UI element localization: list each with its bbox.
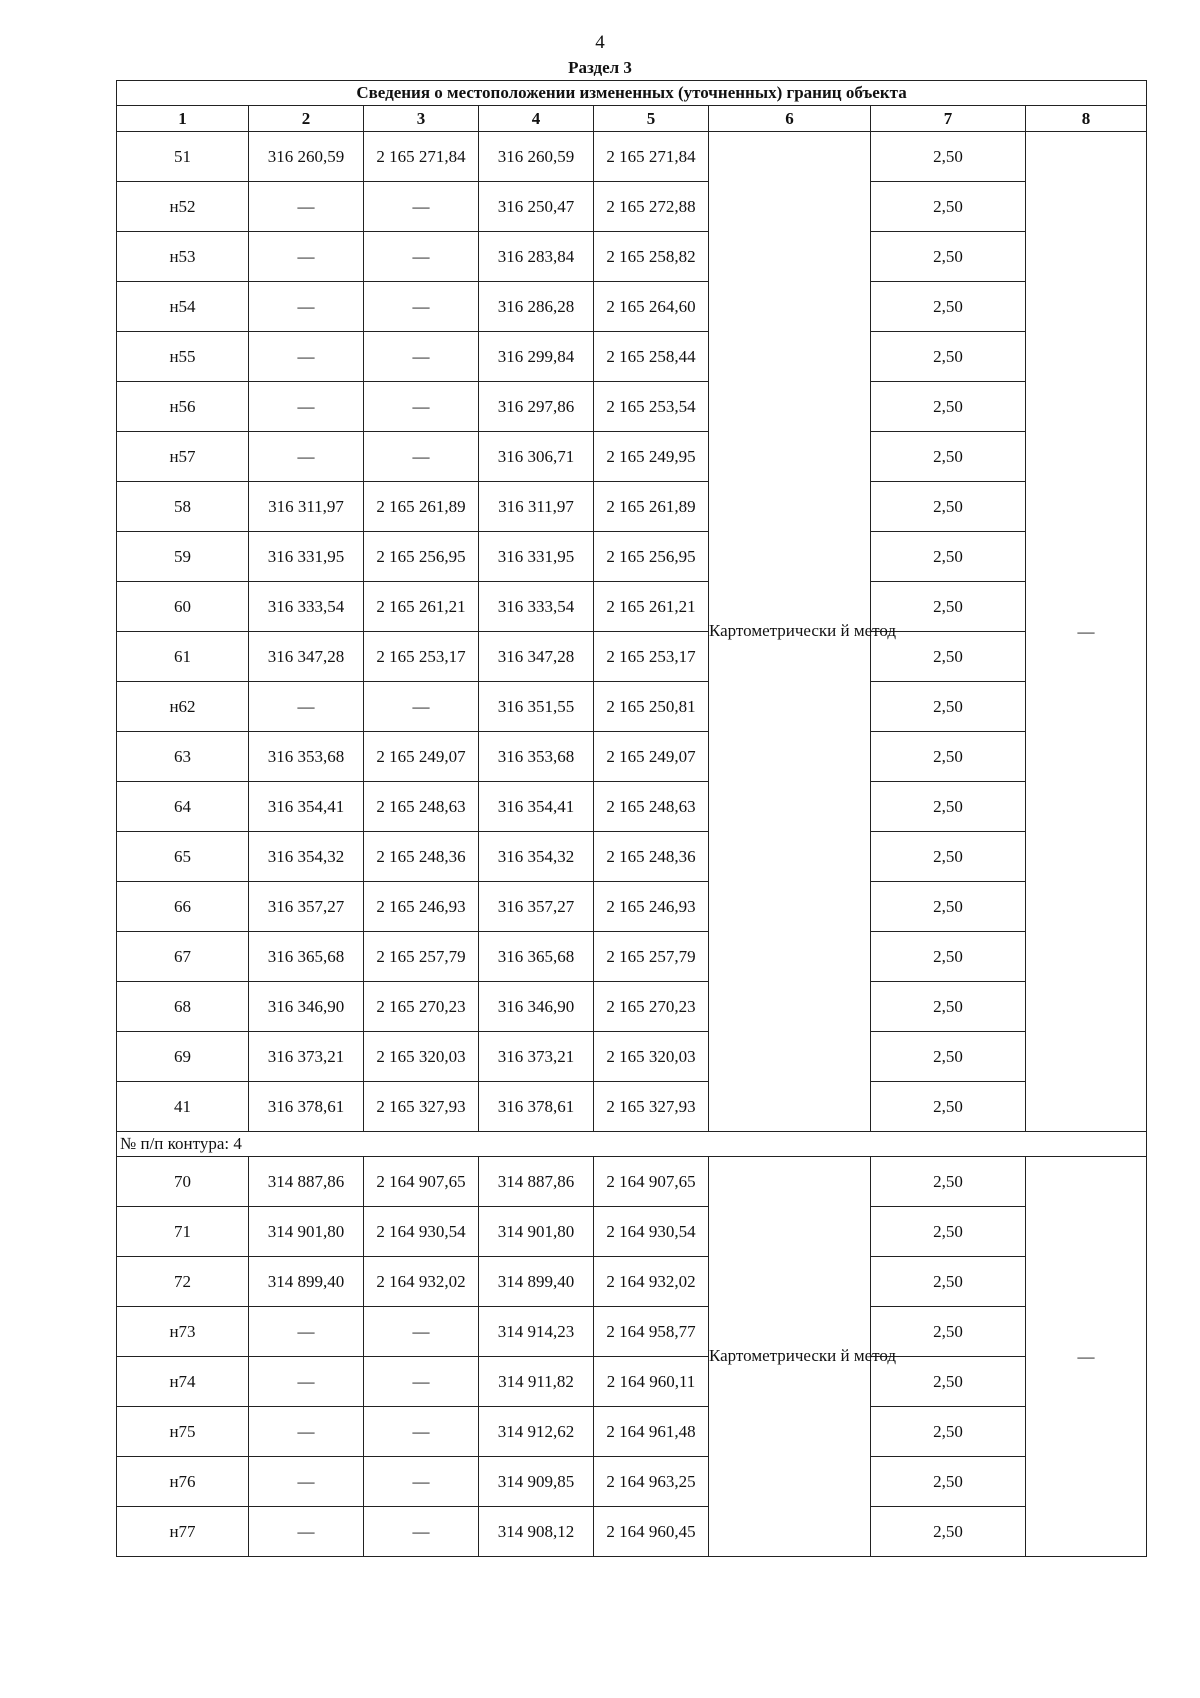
existing-y: — bbox=[364, 1407, 479, 1457]
contour-label: № п/п контура: 4 bbox=[117, 1132, 1147, 1157]
column-number-row bbox=[117, 106, 1147, 132]
accuracy-value: 2,50 bbox=[871, 782, 1026, 832]
accuracy-value: 2,50 bbox=[871, 1407, 1026, 1457]
table-row bbox=[117, 1257, 1147, 1307]
column-8-cell: — bbox=[1026, 1157, 1147, 1557]
new-x: 314 914,23 bbox=[479, 1307, 594, 1357]
accuracy-value: 2,50 bbox=[871, 732, 1026, 782]
point-number: н74 bbox=[117, 1357, 249, 1407]
point-number: 69 bbox=[117, 1032, 249, 1082]
existing-x: — bbox=[249, 182, 364, 232]
new-x: 316 347,28 bbox=[479, 632, 594, 682]
table-row bbox=[117, 1307, 1147, 1357]
column-number: 8 bbox=[1026, 106, 1147, 132]
existing-y: 2 164 932,02 bbox=[364, 1257, 479, 1307]
new-y: 2 165 272,88 bbox=[594, 182, 709, 232]
new-y: 2 165 248,63 bbox=[594, 782, 709, 832]
table-row bbox=[117, 582, 1147, 632]
accuracy-value: 2,50 bbox=[871, 932, 1026, 982]
accuracy-value: 2,50 bbox=[871, 482, 1026, 532]
new-x: 314 911,82 bbox=[479, 1357, 594, 1407]
existing-x: 316 354,41 bbox=[249, 782, 364, 832]
existing-x: — bbox=[249, 1357, 364, 1407]
point-number: н75 bbox=[117, 1407, 249, 1457]
new-y: 2 165 327,93 bbox=[594, 1082, 709, 1132]
accuracy-value: 2,50 bbox=[871, 1257, 1026, 1307]
accuracy-value: 2,50 bbox=[871, 882, 1026, 932]
existing-y: — bbox=[364, 332, 479, 382]
accuracy-value: 2,50 bbox=[871, 632, 1026, 682]
existing-x: 316 353,68 bbox=[249, 732, 364, 782]
existing-x: — bbox=[249, 1457, 364, 1507]
accuracy-value: 2,50 bbox=[871, 182, 1026, 232]
new-y: 2 164 960,11 bbox=[594, 1357, 709, 1407]
point-number: н53 bbox=[117, 232, 249, 282]
point-number: 67 bbox=[117, 932, 249, 982]
new-y: 2 165 249,07 bbox=[594, 732, 709, 782]
point-number: 51 bbox=[117, 132, 249, 182]
existing-x: 316 357,27 bbox=[249, 882, 364, 932]
new-y: 2 165 253,17 bbox=[594, 632, 709, 682]
point-number: 70 bbox=[117, 1157, 249, 1207]
accuracy-value: 2,50 bbox=[871, 432, 1026, 482]
new-y: 2 164 930,54 bbox=[594, 1207, 709, 1257]
new-x: 316 357,27 bbox=[479, 882, 594, 932]
existing-y: 2 165 248,63 bbox=[364, 782, 479, 832]
table-row bbox=[117, 182, 1147, 232]
point-number: 63 bbox=[117, 732, 249, 782]
existing-y: — bbox=[364, 432, 479, 482]
new-x: 316 346,90 bbox=[479, 982, 594, 1032]
existing-y: — bbox=[364, 232, 479, 282]
point-number: 41 bbox=[117, 1082, 249, 1132]
column-number: 5 bbox=[594, 106, 709, 132]
existing-x: 316 373,21 bbox=[249, 1032, 364, 1082]
accuracy-value: 2,50 bbox=[871, 332, 1026, 382]
point-number: н76 bbox=[117, 1457, 249, 1507]
existing-y: — bbox=[364, 682, 479, 732]
accuracy-value: 2,50 bbox=[871, 682, 1026, 732]
existing-y: — bbox=[364, 1457, 479, 1507]
new-x: 316 354,32 bbox=[479, 832, 594, 882]
existing-y: 2 165 257,79 bbox=[364, 932, 479, 982]
new-y: 2 165 249,95 bbox=[594, 432, 709, 482]
accuracy-value: 2,50 bbox=[871, 582, 1026, 632]
new-x: 316 286,28 bbox=[479, 282, 594, 332]
point-number: 66 bbox=[117, 882, 249, 932]
table-row bbox=[117, 1507, 1147, 1557]
existing-y: — bbox=[364, 1307, 479, 1357]
existing-x: 316 331,95 bbox=[249, 532, 364, 582]
new-y: 2 165 270,23 bbox=[594, 982, 709, 1032]
existing-x: 316 260,59 bbox=[249, 132, 364, 182]
new-x: 314 901,80 bbox=[479, 1207, 594, 1257]
table-row bbox=[117, 532, 1147, 582]
new-y: 2 165 250,81 bbox=[594, 682, 709, 732]
boundary-table bbox=[116, 80, 1147, 1557]
new-y: 2 165 248,36 bbox=[594, 832, 709, 882]
point-number: 59 bbox=[117, 532, 249, 582]
table-row bbox=[117, 332, 1147, 382]
existing-x: 316 354,32 bbox=[249, 832, 364, 882]
new-x: 316 297,86 bbox=[479, 382, 594, 432]
table-row bbox=[117, 1032, 1147, 1082]
table-row bbox=[117, 632, 1147, 682]
table-row bbox=[117, 1457, 1147, 1507]
accuracy-value: 2,50 bbox=[871, 382, 1026, 432]
accuracy-value: 2,50 bbox=[871, 1357, 1026, 1407]
existing-y: 2 165 253,17 bbox=[364, 632, 479, 682]
existing-x: 316 378,61 bbox=[249, 1082, 364, 1132]
point-number: н52 bbox=[117, 182, 249, 232]
new-x: 316 283,84 bbox=[479, 232, 594, 282]
point-number: 64 bbox=[117, 782, 249, 832]
existing-y: 2 165 320,03 bbox=[364, 1032, 479, 1082]
accuracy-value: 2,50 bbox=[871, 1157, 1026, 1207]
table-row bbox=[117, 432, 1147, 482]
accuracy-value: 2,50 bbox=[871, 1307, 1026, 1357]
existing-x: 316 333,54 bbox=[249, 582, 364, 632]
new-y: 2 164 932,02 bbox=[594, 1257, 709, 1307]
new-x: 316 354,41 bbox=[479, 782, 594, 832]
existing-x: 316 346,90 bbox=[249, 982, 364, 1032]
existing-x: 314 899,40 bbox=[249, 1257, 364, 1307]
table-caption: Сведения о местоположении измененных (уточненных) границ объекта bbox=[117, 81, 1147, 106]
existing-x: — bbox=[249, 282, 364, 332]
new-x: 316 260,59 bbox=[479, 132, 594, 182]
existing-y: — bbox=[364, 1507, 479, 1557]
table-row bbox=[117, 682, 1147, 732]
point-number: н57 bbox=[117, 432, 249, 482]
point-number: н73 bbox=[117, 1307, 249, 1357]
existing-x: — bbox=[249, 1307, 364, 1357]
new-x: 316 365,68 bbox=[479, 932, 594, 982]
new-y: 2 165 261,21 bbox=[594, 582, 709, 632]
table-row bbox=[117, 232, 1147, 282]
table-row bbox=[117, 732, 1147, 782]
point-number: н55 bbox=[117, 332, 249, 382]
new-y: 2 165 246,93 bbox=[594, 882, 709, 932]
table-row bbox=[117, 782, 1147, 832]
accuracy-value: 2,50 bbox=[871, 982, 1026, 1032]
table-row bbox=[117, 932, 1147, 982]
accuracy-value: 2,50 bbox=[871, 532, 1026, 582]
table-row bbox=[117, 382, 1147, 432]
point-number: н54 bbox=[117, 282, 249, 332]
existing-x: 316 311,97 bbox=[249, 482, 364, 532]
table-row bbox=[117, 132, 1147, 182]
page-number: 4 bbox=[595, 32, 605, 53]
table-row bbox=[117, 1407, 1147, 1457]
existing-x: 314 887,86 bbox=[249, 1157, 364, 1207]
new-x: 314 887,86 bbox=[479, 1157, 594, 1207]
existing-y: 2 165 256,95 bbox=[364, 532, 479, 582]
accuracy-value: 2,50 bbox=[871, 1507, 1026, 1557]
new-y: 2 165 261,89 bbox=[594, 482, 709, 532]
new-x: 316 299,84 bbox=[479, 332, 594, 382]
existing-x: 314 901,80 bbox=[249, 1207, 364, 1257]
point-number: 68 bbox=[117, 982, 249, 1032]
existing-y: — bbox=[364, 382, 479, 432]
new-x: 316 351,55 bbox=[479, 682, 594, 732]
table-row bbox=[117, 832, 1147, 882]
column-number: 3 bbox=[364, 106, 479, 132]
point-number: 61 bbox=[117, 632, 249, 682]
new-x: 316 306,71 bbox=[479, 432, 594, 482]
new-x: 316 311,97 bbox=[479, 482, 594, 532]
point-number: н77 bbox=[117, 1507, 249, 1557]
new-x: 314 912,62 bbox=[479, 1407, 594, 1457]
new-y: 2 164 961,48 bbox=[594, 1407, 709, 1457]
method-cell: Картометрически й метод bbox=[709, 1157, 871, 1557]
new-x: 314 909,85 bbox=[479, 1457, 594, 1507]
table-row bbox=[117, 282, 1147, 332]
new-x: 314 899,40 bbox=[479, 1257, 594, 1307]
method-cell: Картометрически й метод bbox=[709, 132, 871, 1132]
existing-y: 2 165 271,84 bbox=[364, 132, 479, 182]
new-y: 2 165 258,44 bbox=[594, 332, 709, 382]
new-x: 314 908,12 bbox=[479, 1507, 594, 1557]
accuracy-value: 2,50 bbox=[871, 1207, 1026, 1257]
accuracy-value: 2,50 bbox=[871, 1032, 1026, 1082]
new-y: 2 165 253,54 bbox=[594, 382, 709, 432]
existing-x: — bbox=[249, 1407, 364, 1457]
existing-y: 2 165 327,93 bbox=[364, 1082, 479, 1132]
existing-x: — bbox=[249, 682, 364, 732]
point-number: 58 bbox=[117, 482, 249, 532]
accuracy-value: 2,50 bbox=[871, 232, 1026, 282]
existing-y: 2 164 930,54 bbox=[364, 1207, 479, 1257]
new-y: 2 165 264,60 bbox=[594, 282, 709, 332]
table-row bbox=[117, 1157, 1147, 1207]
existing-y: 2 165 246,93 bbox=[364, 882, 479, 932]
new-x: 316 378,61 bbox=[479, 1082, 594, 1132]
column-number: 1 bbox=[117, 106, 249, 132]
new-y: 2 164 960,45 bbox=[594, 1507, 709, 1557]
section-title: Раздел 3 bbox=[568, 58, 632, 77]
contour-row bbox=[117, 1132, 1147, 1157]
new-y: 2 165 320,03 bbox=[594, 1032, 709, 1082]
new-y: 2 165 271,84 bbox=[594, 132, 709, 182]
existing-x: — bbox=[249, 432, 364, 482]
existing-y: — bbox=[364, 1357, 479, 1407]
table-row bbox=[117, 1357, 1147, 1407]
new-x: 316 331,95 bbox=[479, 532, 594, 582]
existing-y: — bbox=[364, 282, 479, 332]
point-number: н62 bbox=[117, 682, 249, 732]
accuracy-value: 2,50 bbox=[871, 132, 1026, 182]
point-number: 65 bbox=[117, 832, 249, 882]
existing-y: 2 164 907,65 bbox=[364, 1157, 479, 1207]
existing-y: 2 165 261,89 bbox=[364, 482, 479, 532]
table-row bbox=[117, 882, 1147, 932]
point-number: 71 bbox=[117, 1207, 249, 1257]
new-y: 2 165 258,82 bbox=[594, 232, 709, 282]
existing-y: 2 165 248,36 bbox=[364, 832, 479, 882]
new-y: 2 164 958,77 bbox=[594, 1307, 709, 1357]
new-y: 2 165 257,79 bbox=[594, 932, 709, 982]
table-row bbox=[117, 982, 1147, 1032]
new-x: 316 373,21 bbox=[479, 1032, 594, 1082]
new-y: 2 165 256,95 bbox=[594, 532, 709, 582]
existing-x: — bbox=[249, 332, 364, 382]
existing-y: 2 165 249,07 bbox=[364, 732, 479, 782]
existing-x: — bbox=[249, 382, 364, 432]
table-row bbox=[117, 1207, 1147, 1257]
column-number: 4 bbox=[479, 106, 594, 132]
table-row bbox=[117, 482, 1147, 532]
new-y: 2 164 963,25 bbox=[594, 1457, 709, 1507]
existing-y: 2 165 270,23 bbox=[364, 982, 479, 1032]
point-number: 60 bbox=[117, 582, 249, 632]
point-number: 72 bbox=[117, 1257, 249, 1307]
column-number: 6 bbox=[709, 106, 871, 132]
existing-x: — bbox=[249, 232, 364, 282]
existing-x: 316 365,68 bbox=[249, 932, 364, 982]
existing-y: — bbox=[364, 182, 479, 232]
column-8-cell: — bbox=[1026, 132, 1147, 1132]
existing-x: — bbox=[249, 1507, 364, 1557]
accuracy-value: 2,50 bbox=[871, 1457, 1026, 1507]
accuracy-value: 2,50 bbox=[871, 832, 1026, 882]
new-y: 2 164 907,65 bbox=[594, 1157, 709, 1207]
table-row bbox=[117, 1082, 1147, 1132]
column-number: 7 bbox=[871, 106, 1026, 132]
new-x: 316 353,68 bbox=[479, 732, 594, 782]
column-number: 2 bbox=[249, 106, 364, 132]
point-number: н56 bbox=[117, 382, 249, 432]
new-x: 316 250,47 bbox=[479, 182, 594, 232]
existing-y: 2 165 261,21 bbox=[364, 582, 479, 632]
existing-x: 316 347,28 bbox=[249, 632, 364, 682]
new-x: 316 333,54 bbox=[479, 582, 594, 632]
accuracy-value: 2,50 bbox=[871, 1082, 1026, 1132]
accuracy-value: 2,50 bbox=[871, 282, 1026, 332]
